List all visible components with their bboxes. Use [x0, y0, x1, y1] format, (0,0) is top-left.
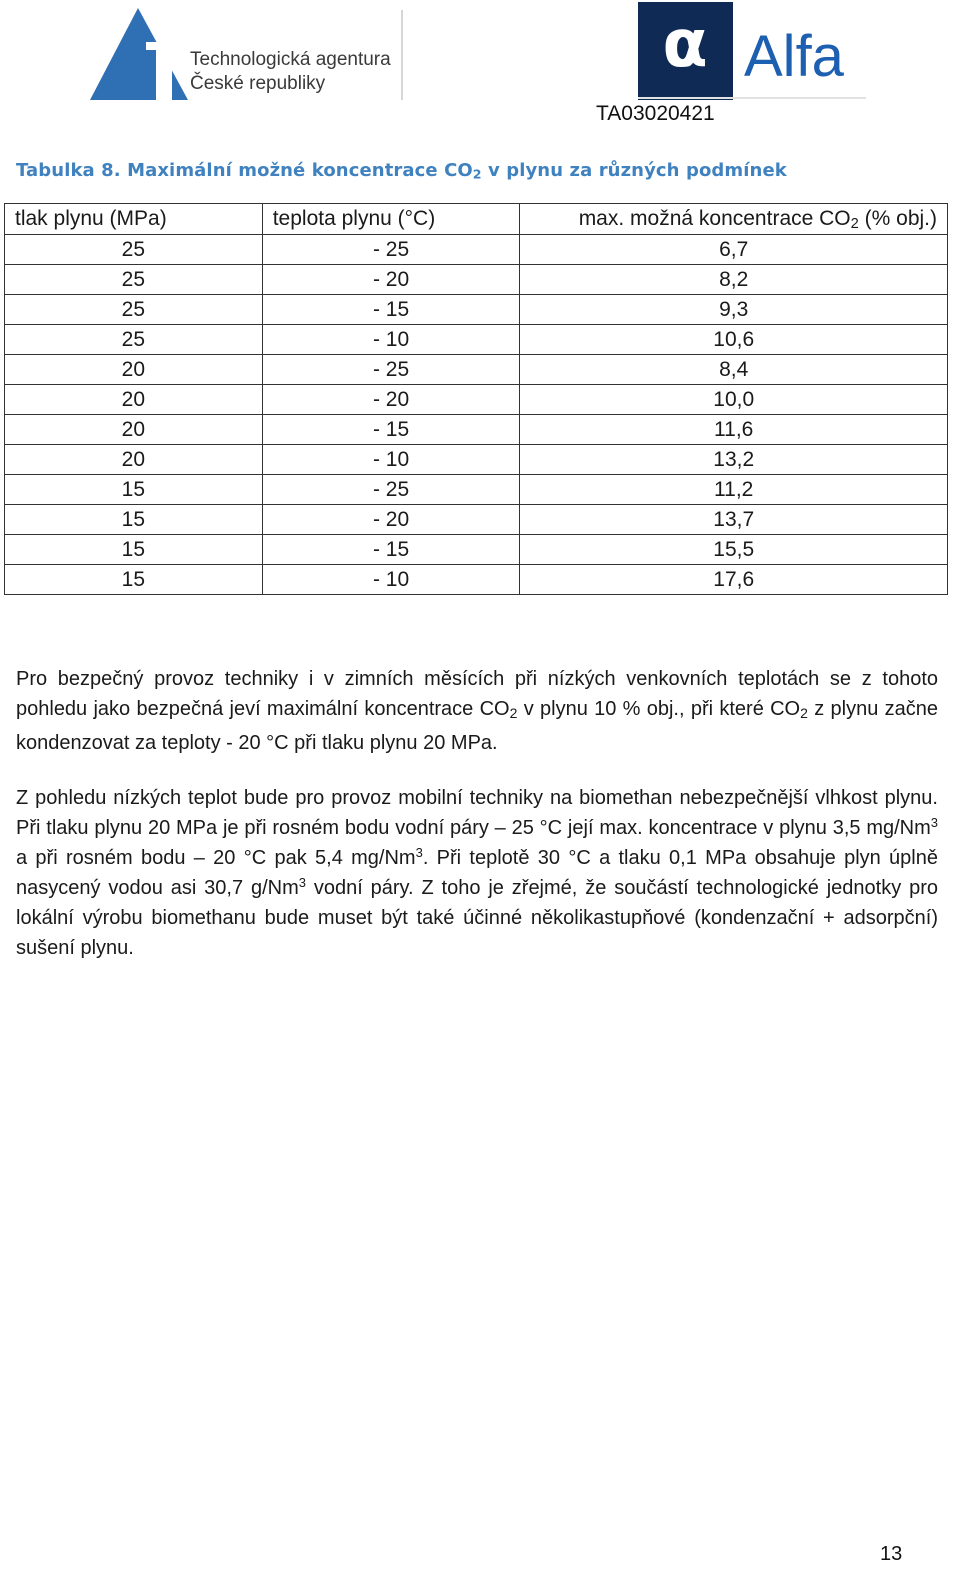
cell-pressure: 25: [5, 265, 263, 295]
cell-temperature: - 25: [262, 235, 520, 265]
header-pressure: tlak plynu (MPa): [5, 204, 263, 235]
agency-name: [190, 48, 391, 96]
co2-concentration-table: [4, 203, 948, 595]
table-caption: Tabulka 8. Maximální možné koncentrace $CO_2$ v plynu za různých podmínek: [16, 160, 787, 182]
cell-concentration: 10,6: [520, 325, 948, 355]
cell-temperature: - 10: [262, 445, 520, 475]
table-row: [5, 265, 948, 295]
cell-pressure: 20: [5, 385, 263, 415]
cell-pressure: 25: [5, 325, 263, 355]
table-header-row: [5, 204, 948, 235]
partner-name: Alfa: [744, 24, 844, 89]
cell-pressure: 25: [5, 235, 263, 265]
cell-temperature: - 15: [262, 535, 520, 565]
table-row: [5, 445, 948, 475]
svg-text:α: α: [662, 5, 708, 82]
cell-temperature: - 25: [262, 475, 520, 505]
table-row: [5, 535, 948, 565]
table-row: [5, 235, 948, 265]
cell-pressure: 20: [5, 355, 263, 385]
cell-concentration: 11,6: [520, 415, 948, 445]
paragraph-gas-humidity: Z pohledu nízkých teplot bude pro provoz mobilní techniky na biomethan nebezpečnější vlhkost plynu. Při tlaku plynu 20 MPa je při rosném bodu vodní páry – 25 °C její max. koncentrace v plynu 3,5 mg/Nm$^3$ a při rosném bodu – 20 °C pak 5,4 mg/Nm$^3$. Při teplotě 30 °C a tlaku 0,1 MPa obsahuje plyn úplně nasycený vodou asi 30,7 g/Nm$^3$ vodní páry. Z toho je zřejmé, že součástí technologické jednotky pro lokální výrobu biomethanu bude muset být také účinné několikastupňové (kondenzační + adsorpční) sušení plynu.: [16, 787, 938, 959]
agency-name-line2: České republiky: [190, 73, 326, 94]
cell-pressure: 15: [5, 535, 263, 565]
header-concentration: max. možná koncentrace $CO_2$ (% obj.): [520, 204, 948, 235]
cell-concentration: 15,5: [520, 535, 948, 565]
cell-concentration: 11,2: [520, 475, 948, 505]
page-header: [0, 0, 960, 140]
cell-temperature: - 20: [262, 385, 520, 415]
table-row: [5, 415, 948, 445]
table-row: [5, 295, 948, 325]
cell-pressure: 15: [5, 565, 263, 595]
table-row: [5, 385, 948, 415]
cell-concentration: 13,7: [520, 505, 948, 535]
cell-concentration: 13,2: [520, 445, 948, 475]
alfa-logo-icon: [638, 2, 868, 100]
cell-temperature: - 10: [262, 325, 520, 355]
cell-pressure: 20: [5, 415, 263, 445]
cell-pressure: 25: [5, 295, 263, 325]
agency-name-line1: Technologická agentura: [190, 49, 391, 70]
cell-pressure: 15: [5, 475, 263, 505]
project-code: TA03020421: [596, 102, 715, 125]
cell-temperature: - 10: [262, 565, 520, 595]
table-row: [5, 325, 948, 355]
cell-concentration: 17,6: [520, 565, 948, 595]
cell-concentration: 8,2: [520, 265, 948, 295]
cell-temperature: - 15: [262, 415, 520, 445]
table-row: [5, 355, 948, 385]
cell-temperature: - 25: [262, 355, 520, 385]
cell-temperature: - 20: [262, 265, 520, 295]
page-number: 13: [880, 1543, 903, 1565]
table-row: [5, 505, 948, 535]
cell-concentration: 10,0: [520, 385, 948, 415]
table-row: [5, 475, 948, 505]
cell-temperature: - 15: [262, 295, 520, 325]
cell-concentration: 8,4: [520, 355, 948, 385]
table-row: [5, 565, 948, 595]
paragraph-safe-co2: Pro bezpečný provoz techniky i v zimních měsících při nízkých venkovních teplotách se z tohoto pohledu jako bezpečná jeví maximální koncentrace $CO_2$ v plynu 10 % obj., při které $CO_2$ z plynu začne kondenzovat za teploty - 20 °C při tlaku plynu 20 MPa.: [16, 668, 938, 754]
cell-temperature: - 20: [262, 505, 520, 535]
cell-concentration: 6,7: [520, 235, 948, 265]
header-temperature: teplota plynu (°C): [262, 204, 520, 235]
cell-pressure: 20: [5, 445, 263, 475]
cell-concentration: 9,3: [520, 295, 948, 325]
cell-pressure: 15: [5, 505, 263, 535]
